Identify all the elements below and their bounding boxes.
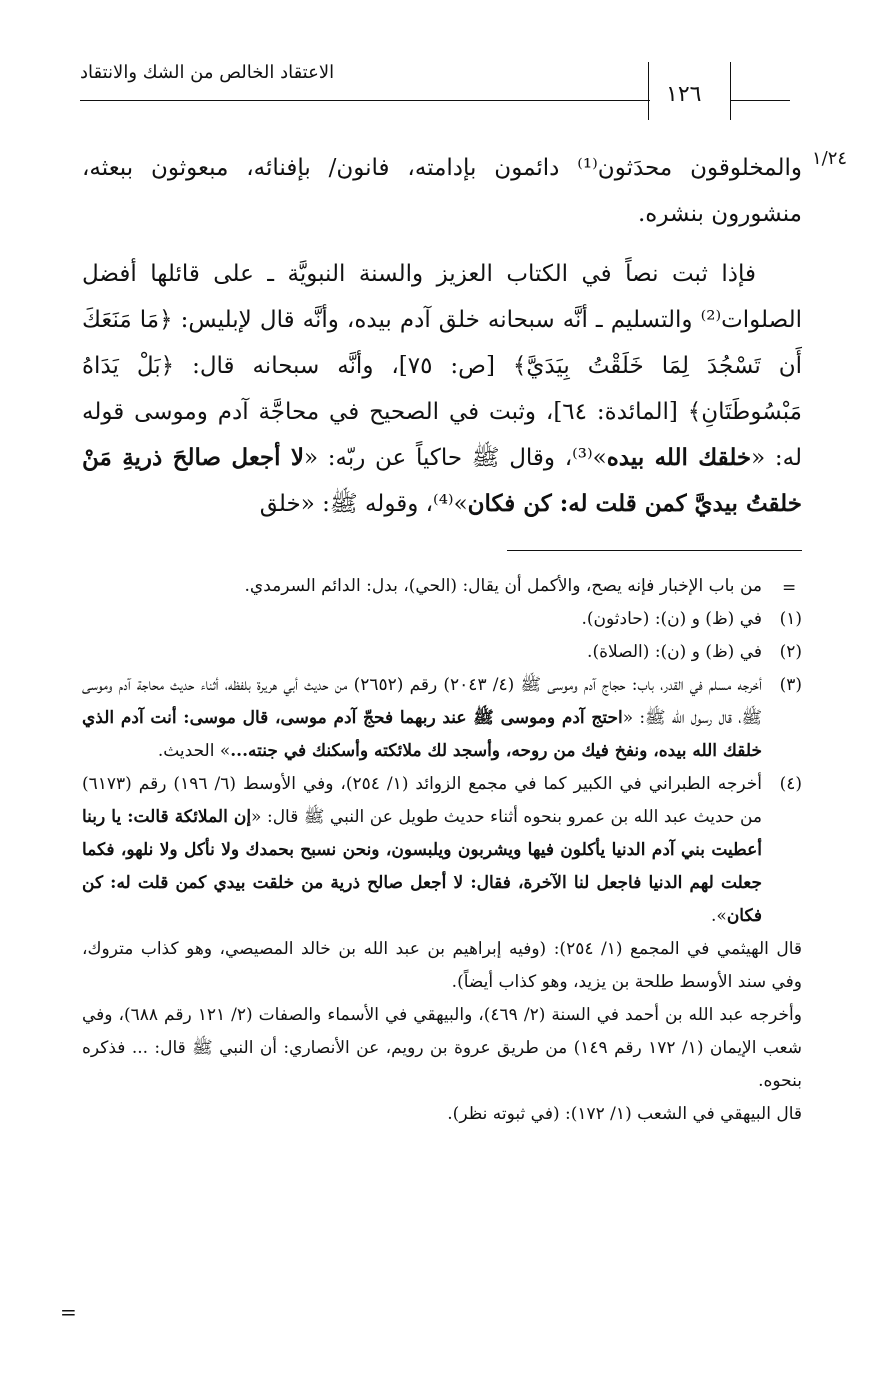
footnote-3 <box>82 669 802 768</box>
footnote-3-hadith: احتج آدم وموسى ﷺ عند ربهما فحجّ آدم موسى، قال موسى: أنت آدم الذي خلقك الله بيده، ونفخ فيك من روحه، وأسجد لك ملائكته وأسكنك في جنته... <box>82 708 762 761</box>
header-rule-left <box>80 100 650 101</box>
page-continues-mark: = <box>60 1300 77 1324</box>
header-divider-right <box>730 62 731 120</box>
paragraph-1: والمخلوقون محدَثون⁽¹⁾ دائمون بإدامته، فانون/ بإفنائه، مبعوثون ببعثه، منشورون بنشره. <box>82 155 802 227</box>
footnote-1-number: (١) <box>779 609 802 629</box>
footnote-4-number: (٤) <box>779 774 802 794</box>
running-title: الاعتقاد الخالص من الشك والانتقاد <box>80 62 335 83</box>
footnote-4-text-a: أخرجه الطبراني في الكبير كما في مجمع الزوائد (١/ ٢٥٤)، وفي الأوسط (٦/ ١٩٦) رقم (٦١٧٣) من حديث عبد الله بن عمرو بنحوه أثناء حديث طويل عن النبي ﷺ قال: « <box>82 774 762 827</box>
footnote-3-number: (٣) <box>779 675 802 695</box>
footnote-1-text: في (ظ) و (ن): (حادثون). <box>581 609 762 629</box>
footnote-continuation <box>82 570 802 603</box>
footnote-2-number: (٢) <box>779 642 802 662</box>
paragraph-2-part-c: »⁽³⁾، وقال ﷺ حاكياً عن ربّه: « <box>304 445 607 471</box>
paragraph-2-part-e: »⁽⁴⁾، وقوله ﷺ: «خلق <box>259 491 468 517</box>
footnote-2-text: في (ظ) و (ن): (الصلاة). <box>587 642 762 662</box>
margin-folio-reference: ١/٢٤ <box>812 148 848 169</box>
hadith-quote-1: خلقك الله بيده <box>606 444 752 471</box>
footnote-4-haythami: قال الهيثمي في المجمع (١/ ٢٥٤): (وفيه إبراهيم بن عبد الله بن خالد المصيصي، وهو كذاب متروك، وفي سند الأوسط طلحة بن يزيد، وهو كذاب أيضاً). <box>82 939 803 992</box>
main-text <box>82 145 802 527</box>
footnotes <box>82 570 802 1131</box>
footnote-continuation-text: من باب الإخبار فإنه يصح، والأكمل أن يقال: (الحي)، بدل: الدائم السرمدي. <box>244 576 762 596</box>
footnote-1 <box>82 603 802 636</box>
footnote-4-bayhaqi: قال البيهقي في الشعب (١/ ١٧٢): (في ثبوته نظر). <box>447 1104 802 1124</box>
header-rule-right <box>730 100 790 101</box>
footnote-4 <box>82 768 802 933</box>
header-divider-left <box>648 62 649 120</box>
footnote-3-text-a: أخرجه مسلم في القدر، باب: حجاج آدم وموسى ﷺ (٤/ ٢٠٤٣) رقم (٢٦٥٢) من حديث أبي هريرة بلفظه، أثناء حديث محاجة آدم وموسى ﷺ، قال رسول الله ﷺ: « <box>82 675 762 728</box>
footnote-4-other-sources: وأخرجه عبد الله بن أحمد في السنة (٢/ ٤٦٩)، والبيهقي في الأسماء والصفات (٢/ ١٢١ رقم ٦٨٨)، وفي شعب الإيمان (١/ ١٧٢ رقم ١٤٩) من طريق عروة بن رويم، عن الأنصاري: أن النبي ﷺ قال: ... فذكره بنحوه. <box>82 1005 802 1091</box>
footnote-separator <box>507 550 802 551</box>
hadith-quote-2: لا أجعل صالحَ ذريةِ مَنْ خلقتُ بيديَّ كمن قلت له: كن فكان <box>82 444 802 517</box>
paragraph-2 <box>82 251 802 527</box>
footnote-3-text-c: » الحديث. <box>157 741 231 761</box>
paragraph-2-part-a: فإذا ثبت نصاً في الكتاب العزيز والسنة النبويَّة ـ على قائلها أفضل الصلوات⁽²⁾ والتسليم ـ أنَّه سبحانه خلق آدم بيده، وأنَّه قال لإبليس: ﴿مَا مَنَعَكَ أَن تَسْجُدَ لِمَا خَلَقْتُ بِيَدَيَّ﴾ [ص: ٧٥]، وأنَّه سبحانه قال: ﴿بَلْ يَدَاهُ مَبْسُوطَتَانِ﴾ [المائدة: ٦٤]، وثبت في الصحيح في محاجَّة آدم وموسى قوله له: « <box>82 261 802 471</box>
page-number: ١٢٦ <box>666 82 702 107</box>
footnote-4-text-c: ». <box>711 906 727 926</box>
footnote-2 <box>82 636 802 669</box>
footnote-4-hadith: إن الملائكة قالت: يا ربنا أعطيت بني آدم الدنيا يأكلون فيها ويشربون ويلبسون، ونحن نسبح بحمدك ولا نأكل ولا نلهو، فكما جعلت لهم الدنيا فاجعل لنا الآخرة، فقال: لا أجعل صالح ذرية من خلقت بيدي كمن قلت له: كن فكان <box>82 807 762 926</box>
continuation-mark: = <box>782 578 797 598</box>
